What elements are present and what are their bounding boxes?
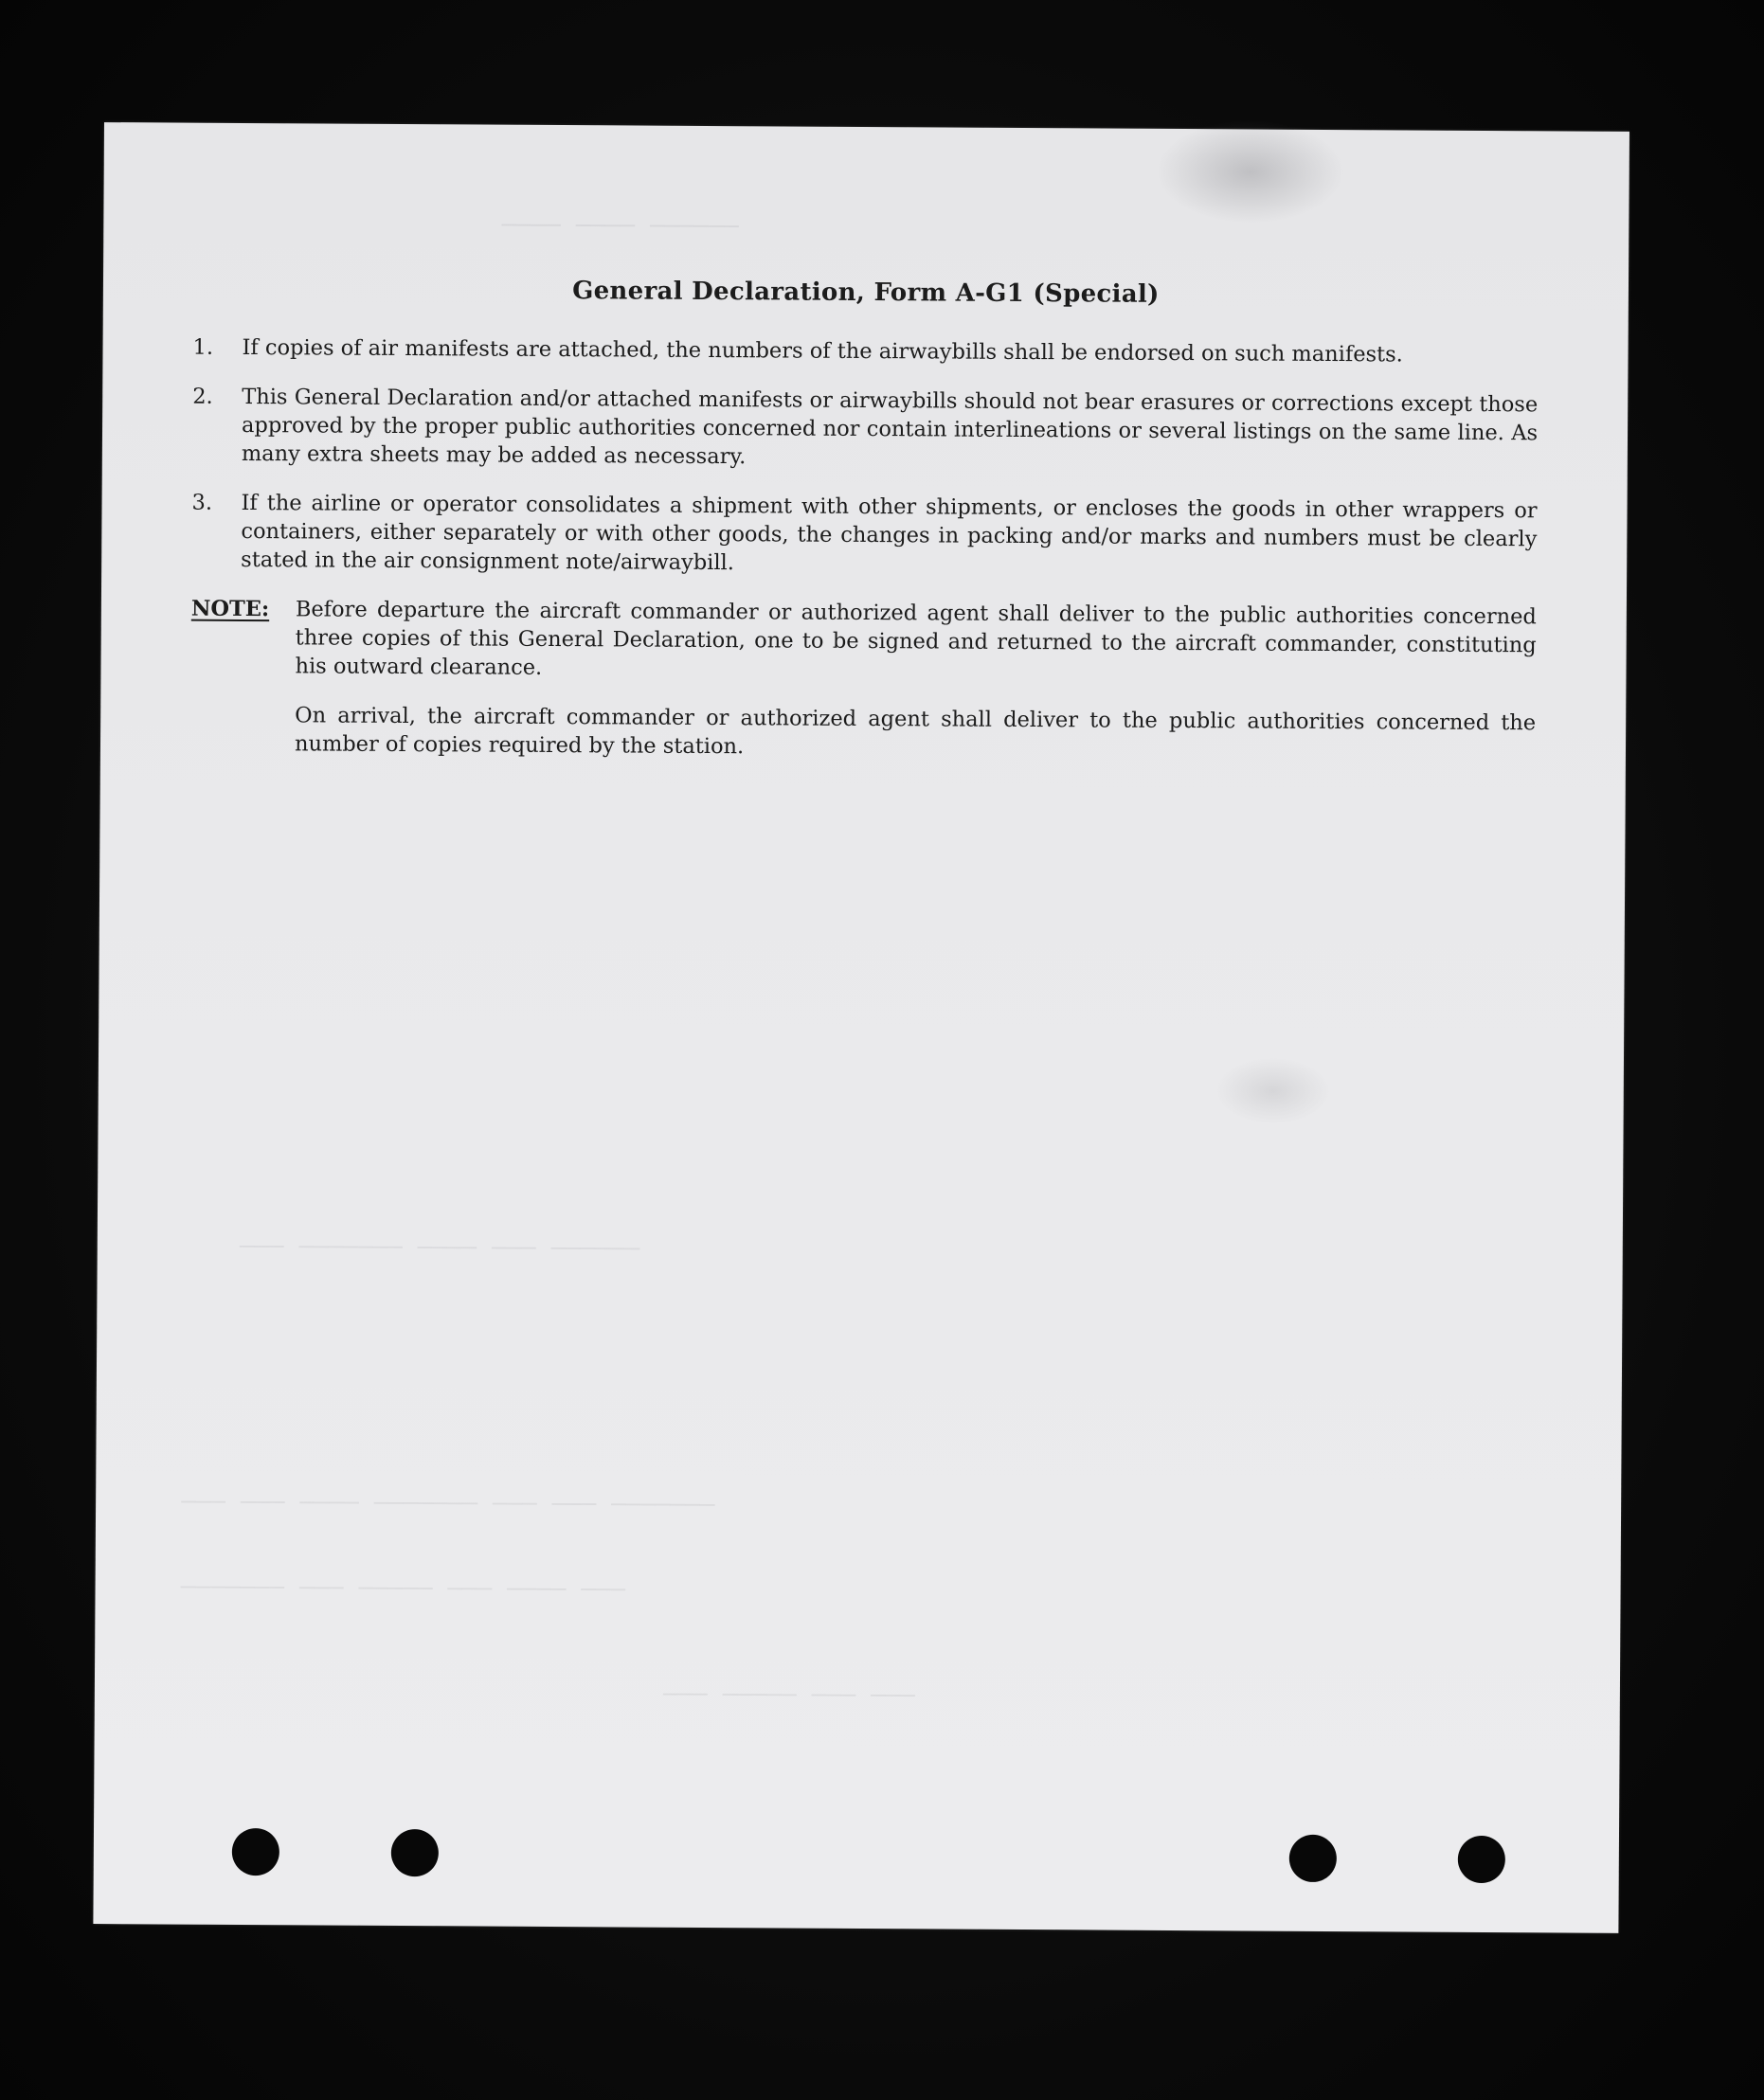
punch-hole xyxy=(1458,1836,1505,1883)
smudge-mid xyxy=(1216,1057,1330,1124)
item-text: This General Declaration and/or attached manifests or airwaybills should not bear erasures or corrections except those approved by the proper public authorities concerned nor contain interlineations or several listings on the same line. As many extra sheets may be added as necessary. xyxy=(241,384,1539,470)
bleed-through-line: ——————— ——— ————— ——— ———— ——— xyxy=(180,1571,626,1604)
smudge-top xyxy=(1155,119,1345,224)
note-body xyxy=(295,595,1537,786)
punch-hole xyxy=(232,1828,279,1876)
list-item xyxy=(192,333,1538,370)
note-paragraph: On arrival, the aircraft commander or authorized agent shall deliver to the public authorities concerned the number of copies required by the station. xyxy=(294,703,1537,760)
list-item xyxy=(192,383,1539,476)
document-content xyxy=(190,275,1539,787)
list-item xyxy=(191,489,1538,583)
document-title: General Declaration, Form A-G1 (Special) xyxy=(572,277,1160,309)
item-number: 3. xyxy=(191,490,213,515)
punch-hole xyxy=(1289,1835,1337,1882)
bleed-through-line: ——— ————— ——— ——— xyxy=(662,1678,916,1710)
note-section xyxy=(190,595,1537,787)
bleed-through-line: ——— ——————— ———— ——— —————— xyxy=(239,1230,640,1263)
document-page xyxy=(93,122,1629,1933)
bleed-through-line: ———— ———— —————— xyxy=(501,209,739,241)
note-paragraph: Before departure the aircraft commander or authorized agent shall deliver to the public authorities concerned three copies of this General Declaration, one to be signed and returned to the aircraft commander, constituting his outward clearance. xyxy=(295,597,1537,680)
item-number: 2. xyxy=(192,384,213,409)
item-text: If copies of air manifests are attached, the numbers of the airwaybills shall be endorsed on such manifests. xyxy=(242,334,1403,368)
item-text: If the airline or operator consolidates a shipment with other shipments, or encloses the goods in other wrappers or containers, either separately or with other goods, the changes in packing and/or marks and numbers must be clearly stated in the air consignment note/airwaybill. xyxy=(241,490,1538,576)
bleed-through-line: ——— ——— ———— ——————— ——— ——— ——————— xyxy=(181,1486,715,1519)
punch-hole xyxy=(391,1829,439,1876)
note-label: NOTE: xyxy=(190,596,270,622)
item-number: 1. xyxy=(192,334,214,360)
